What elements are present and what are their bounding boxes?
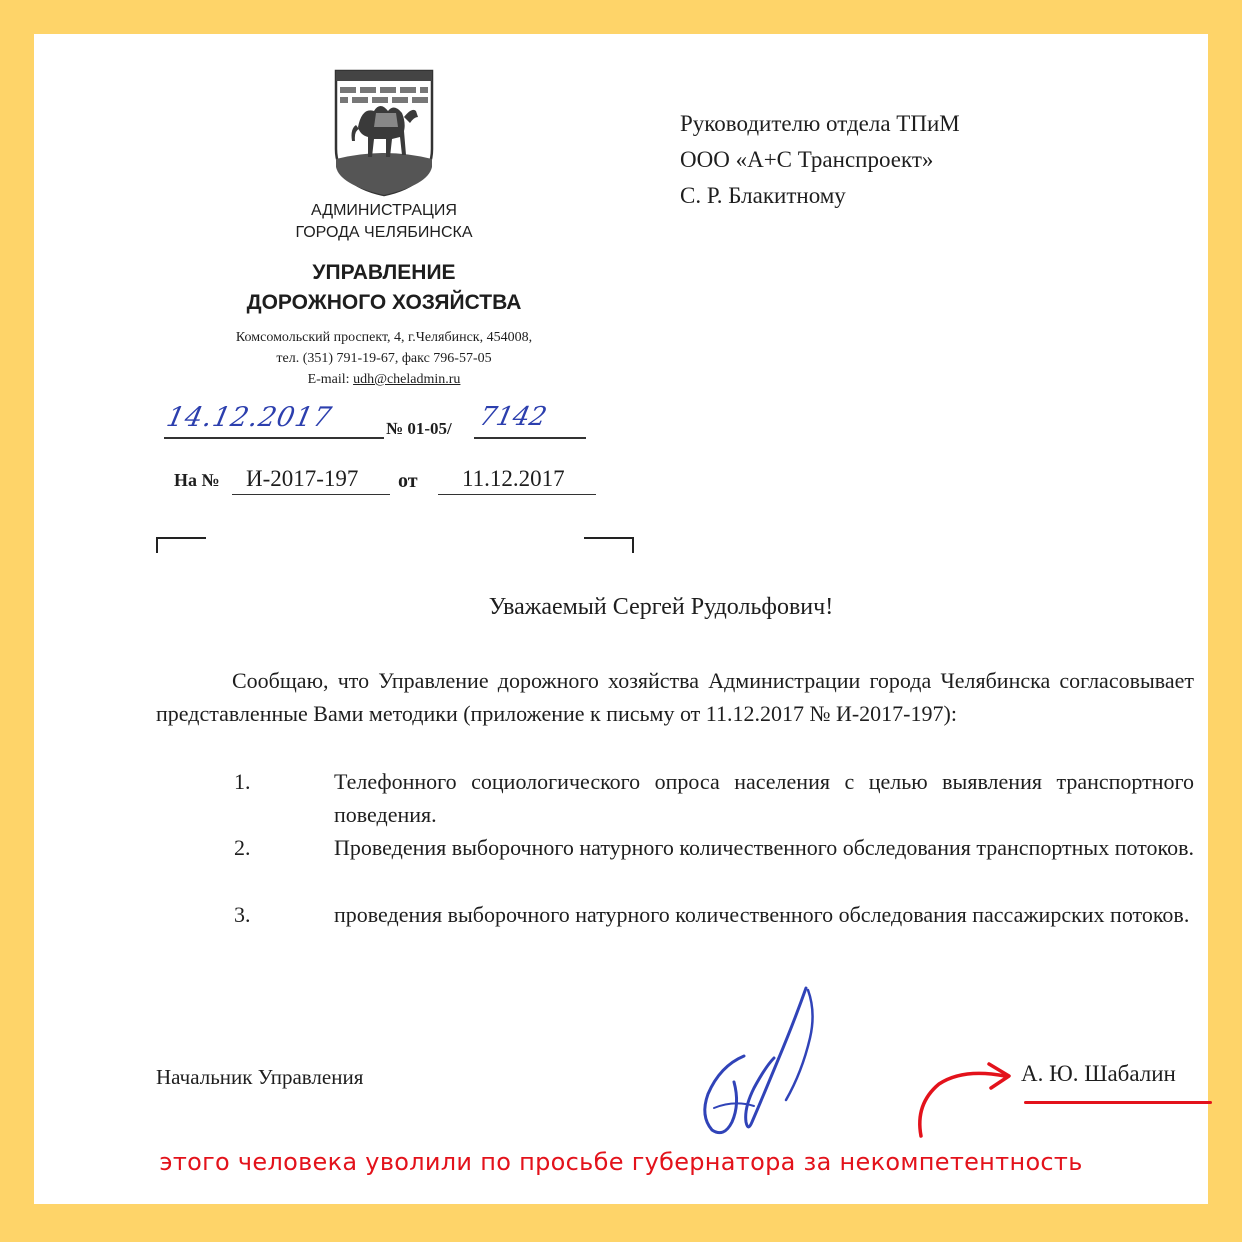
- reference-number-underline: [232, 494, 390, 495]
- list-item-number: 1.: [234, 769, 251, 794]
- reference-date-label: от: [398, 470, 418, 492]
- dept-line-1: УПРАВЛЕНИЕ: [312, 261, 456, 284]
- address-field-corner-left: [156, 537, 206, 553]
- coat-of-arms-icon: [332, 67, 436, 197]
- letter-intro: Сообщаю, что Управление дорожного хозяйства Администрации города Челябинска согласовывает представленные Вами методики (приложение к письму от 11.12.2017 № И-2017-197):: [156, 668, 1194, 726]
- number-underline: [474, 437, 586, 439]
- address: Комсомольский проспект, 4, г.Челябинск, 454008,: [235, 330, 533, 345]
- list-item-text: Телефонного социологического опроса населения с целью выявления транспортного поведения.: [334, 769, 1194, 827]
- recipient-line-2: ООО «А+С Транспроект»: [680, 147, 934, 172]
- dept-line-2: ДОРОЖНОГО ХОЗЯЙСТВА: [246, 291, 522, 314]
- signer-name: А. Ю. Шабалин: [1021, 1061, 1176, 1086]
- signer-position: Начальник Управления: [156, 1065, 364, 1089]
- reference-number: И-2017-197: [246, 466, 359, 491]
- handwritten-signature: [674, 982, 854, 1142]
- list-item-number: 2.: [234, 835, 251, 860]
- department-name: [184, 258, 584, 318]
- recipient-block: [680, 106, 960, 214]
- org-line-1: АДМИНИСТРАЦИЯ: [311, 202, 457, 219]
- reference-date-underline: [438, 494, 596, 495]
- email-link[interactable]: udh@cheladmin.ru: [353, 372, 461, 387]
- email-label: E-mail:: [307, 372, 354, 387]
- org-line-2: ГОРОДА ЧЕЛЯБИНСКА: [295, 224, 473, 241]
- letter-sheet: [34, 34, 1208, 1204]
- list-item-text: проведения выборочного натурного количественного обследования пассажирских потоков.: [334, 902, 1190, 927]
- organization-name: [234, 200, 534, 244]
- red-annotation: этого человека уволили по просьбе губернатора за некомпетентность: [159, 1148, 1083, 1176]
- handwritten-date: 14.12.2017: [163, 402, 335, 433]
- reference-date: 11.12.2017: [462, 466, 565, 491]
- department-contacts: [144, 327, 624, 390]
- handwritten-registration-number: 7142: [476, 402, 550, 432]
- recipient-line-3: С. Р. Блакитному: [680, 183, 846, 208]
- red-arrow-icon: [909, 1054, 1019, 1144]
- list-item-number: 3.: [234, 902, 251, 927]
- reference-label: На №: [174, 470, 220, 490]
- registration-number-label: № 01-05/: [386, 419, 452, 438]
- recipient-line-1: Руководителю отдела ТПиМ: [680, 111, 960, 136]
- email-line: [144, 369, 624, 390]
- phones: тел. (351) 791-19-67, факс 796-57-05: [276, 351, 492, 366]
- address-field-corner-right: [584, 537, 634, 553]
- date-underline: [164, 437, 384, 439]
- list-item-text: Проведения выборочного натурного количественного обследования транспортных потоков.: [334, 835, 1194, 860]
- salutation: Уважаемый Сергей Рудольфович!: [488, 594, 834, 620]
- signer-name-red-underline: [1024, 1101, 1212, 1104]
